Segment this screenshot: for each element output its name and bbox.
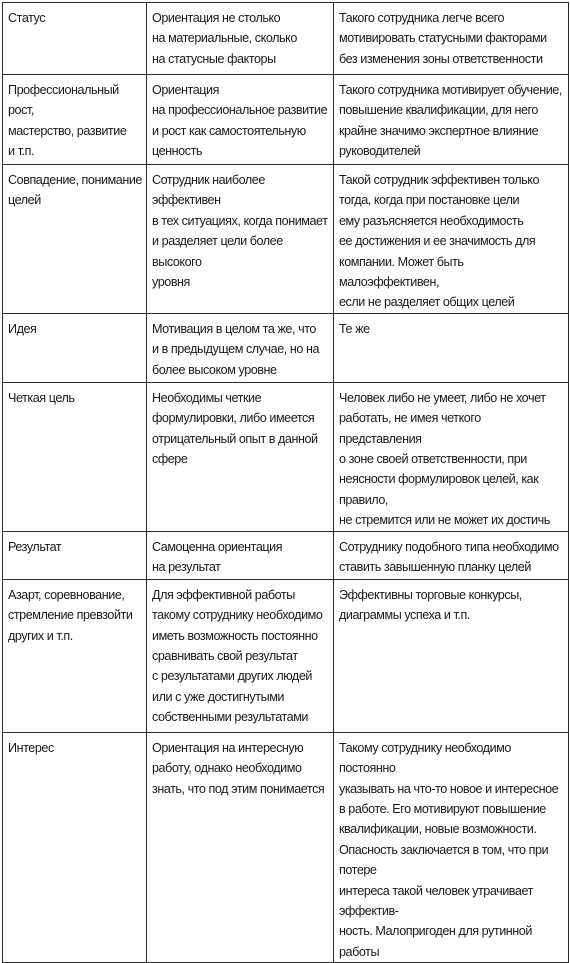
table-row bbox=[3, 732, 569, 962]
factor-text: Статус bbox=[8, 11, 46, 25]
orientation-cell bbox=[147, 75, 334, 165]
orientation-text: Самоценна ориентация на результат bbox=[152, 539, 283, 575]
table-row bbox=[3, 165, 569, 314]
comment-text: Эффективны торговые конкурсы, диаграммы успеха и т.п. bbox=[339, 587, 522, 623]
orientation-text: Ориентация на профессиональное развитие и рост как самостоятельную ценность bbox=[152, 83, 328, 159]
factor-text: Результат bbox=[8, 539, 62, 554]
orientation-cell bbox=[147, 531, 334, 579]
factor-text: Азарт, соревнование, стремление превзойти других и т.п. bbox=[8, 587, 133, 643]
orientation-cell bbox=[147, 732, 334, 962]
orientation-text: Для эффективной работы такому сотруднику необходимо иметь возможность постоянно сравнивать свой результат с результатами других людей или с уже достигнутыми собственными результатами bbox=[152, 587, 323, 725]
comment-text: Сотруднику подобного типа необходимо ставить завышенную планку целей bbox=[339, 539, 559, 575]
orientation-cell bbox=[147, 3, 334, 75]
comment-cell bbox=[334, 75, 569, 165]
comment-cell bbox=[334, 165, 569, 314]
orientation-text: Ориентация не столько на материальные, сколько на статусные факторы bbox=[152, 11, 297, 66]
comment-text: Такого сотрудника легче всего мотивировать статусными факторами без изменения зоны ответственности bbox=[339, 11, 547, 66]
factor-text: Четкая цель bbox=[8, 390, 75, 405]
comment-cell bbox=[334, 531, 569, 579]
orientation-cell bbox=[147, 382, 334, 531]
orientation-text: Ориентация на интересную работу, однако необходимо знать, что под этим понимается bbox=[152, 740, 325, 796]
orientation-text: Мотивация в целом та же, что и в предыдущем случае, но на более высоком уровне bbox=[152, 321, 320, 377]
factor-cell bbox=[3, 313, 147, 382]
factor-text: Интерес bbox=[8, 740, 54, 755]
factor-cell bbox=[3, 382, 147, 531]
factor-text: Совпадение, понимание целей bbox=[8, 173, 142, 208]
factor-cell bbox=[3, 531, 147, 579]
orientation-text: Необходимы четкие формулировки, либо имеется отрицательный опыт в данной сфере bbox=[152, 390, 318, 467]
comment-text: Такой сотрудник эффективен только тогда, когда при постановке цели ему разъясняется необходимость ее достижения и ее значимость для компании. Может быть малоэффективен, если не разделяет общих целей bbox=[339, 173, 540, 310]
orientation-cell bbox=[147, 313, 334, 382]
factor-text: Профессиональный рост, мастерство, развитие и т.п. bbox=[8, 83, 127, 159]
factor-cell bbox=[3, 3, 147, 75]
comment-cell bbox=[334, 579, 569, 732]
table-row bbox=[3, 3, 569, 75]
orientation-cell bbox=[147, 165, 334, 314]
comment-cell bbox=[334, 732, 569, 962]
motivation-table bbox=[2, 2, 569, 963]
factor-cell bbox=[3, 579, 147, 732]
comment-cell bbox=[334, 3, 569, 75]
comment-text: Такому сотруднику необходимо постоянно указывать на что-то новое и интересное в работе. Его мотивируют повышение квалификации, новые возможности. Опасность заключается в том, что при потере интереса такой человек утрачивает эффектив- ность. Малопригоден для рутинной работы bbox=[339, 740, 559, 959]
factor-cell bbox=[3, 75, 147, 165]
factor-cell bbox=[3, 165, 147, 314]
comment-cell bbox=[334, 313, 569, 382]
factor-cell bbox=[3, 732, 147, 962]
table-row bbox=[3, 313, 569, 382]
table-row bbox=[3, 75, 569, 165]
factor-text: Идея bbox=[8, 321, 37, 336]
comment-text: Те же bbox=[339, 321, 370, 336]
orientation-cell bbox=[147, 579, 334, 732]
comment-text: Человек либо не умеет, либо не хочет работать, не имея четкого представления о зоне своей ответственности, при неясности формулировок целей, как правило, не стремится или не может их достичь bbox=[339, 390, 550, 528]
comment-cell bbox=[334, 382, 569, 531]
orientation-text: Сотрудник наиболее эффективен в тех ситуациях, когда понимает и разделяет цели более высокого уровня bbox=[152, 173, 328, 290]
table-row bbox=[3, 531, 569, 579]
table-row bbox=[3, 579, 569, 732]
comment-text: Такого сотрудника мотивирует обучение, повышение квалификации, для него крайне значимо экспертное влияние руководителей bbox=[339, 83, 562, 159]
table-row bbox=[3, 382, 569, 531]
